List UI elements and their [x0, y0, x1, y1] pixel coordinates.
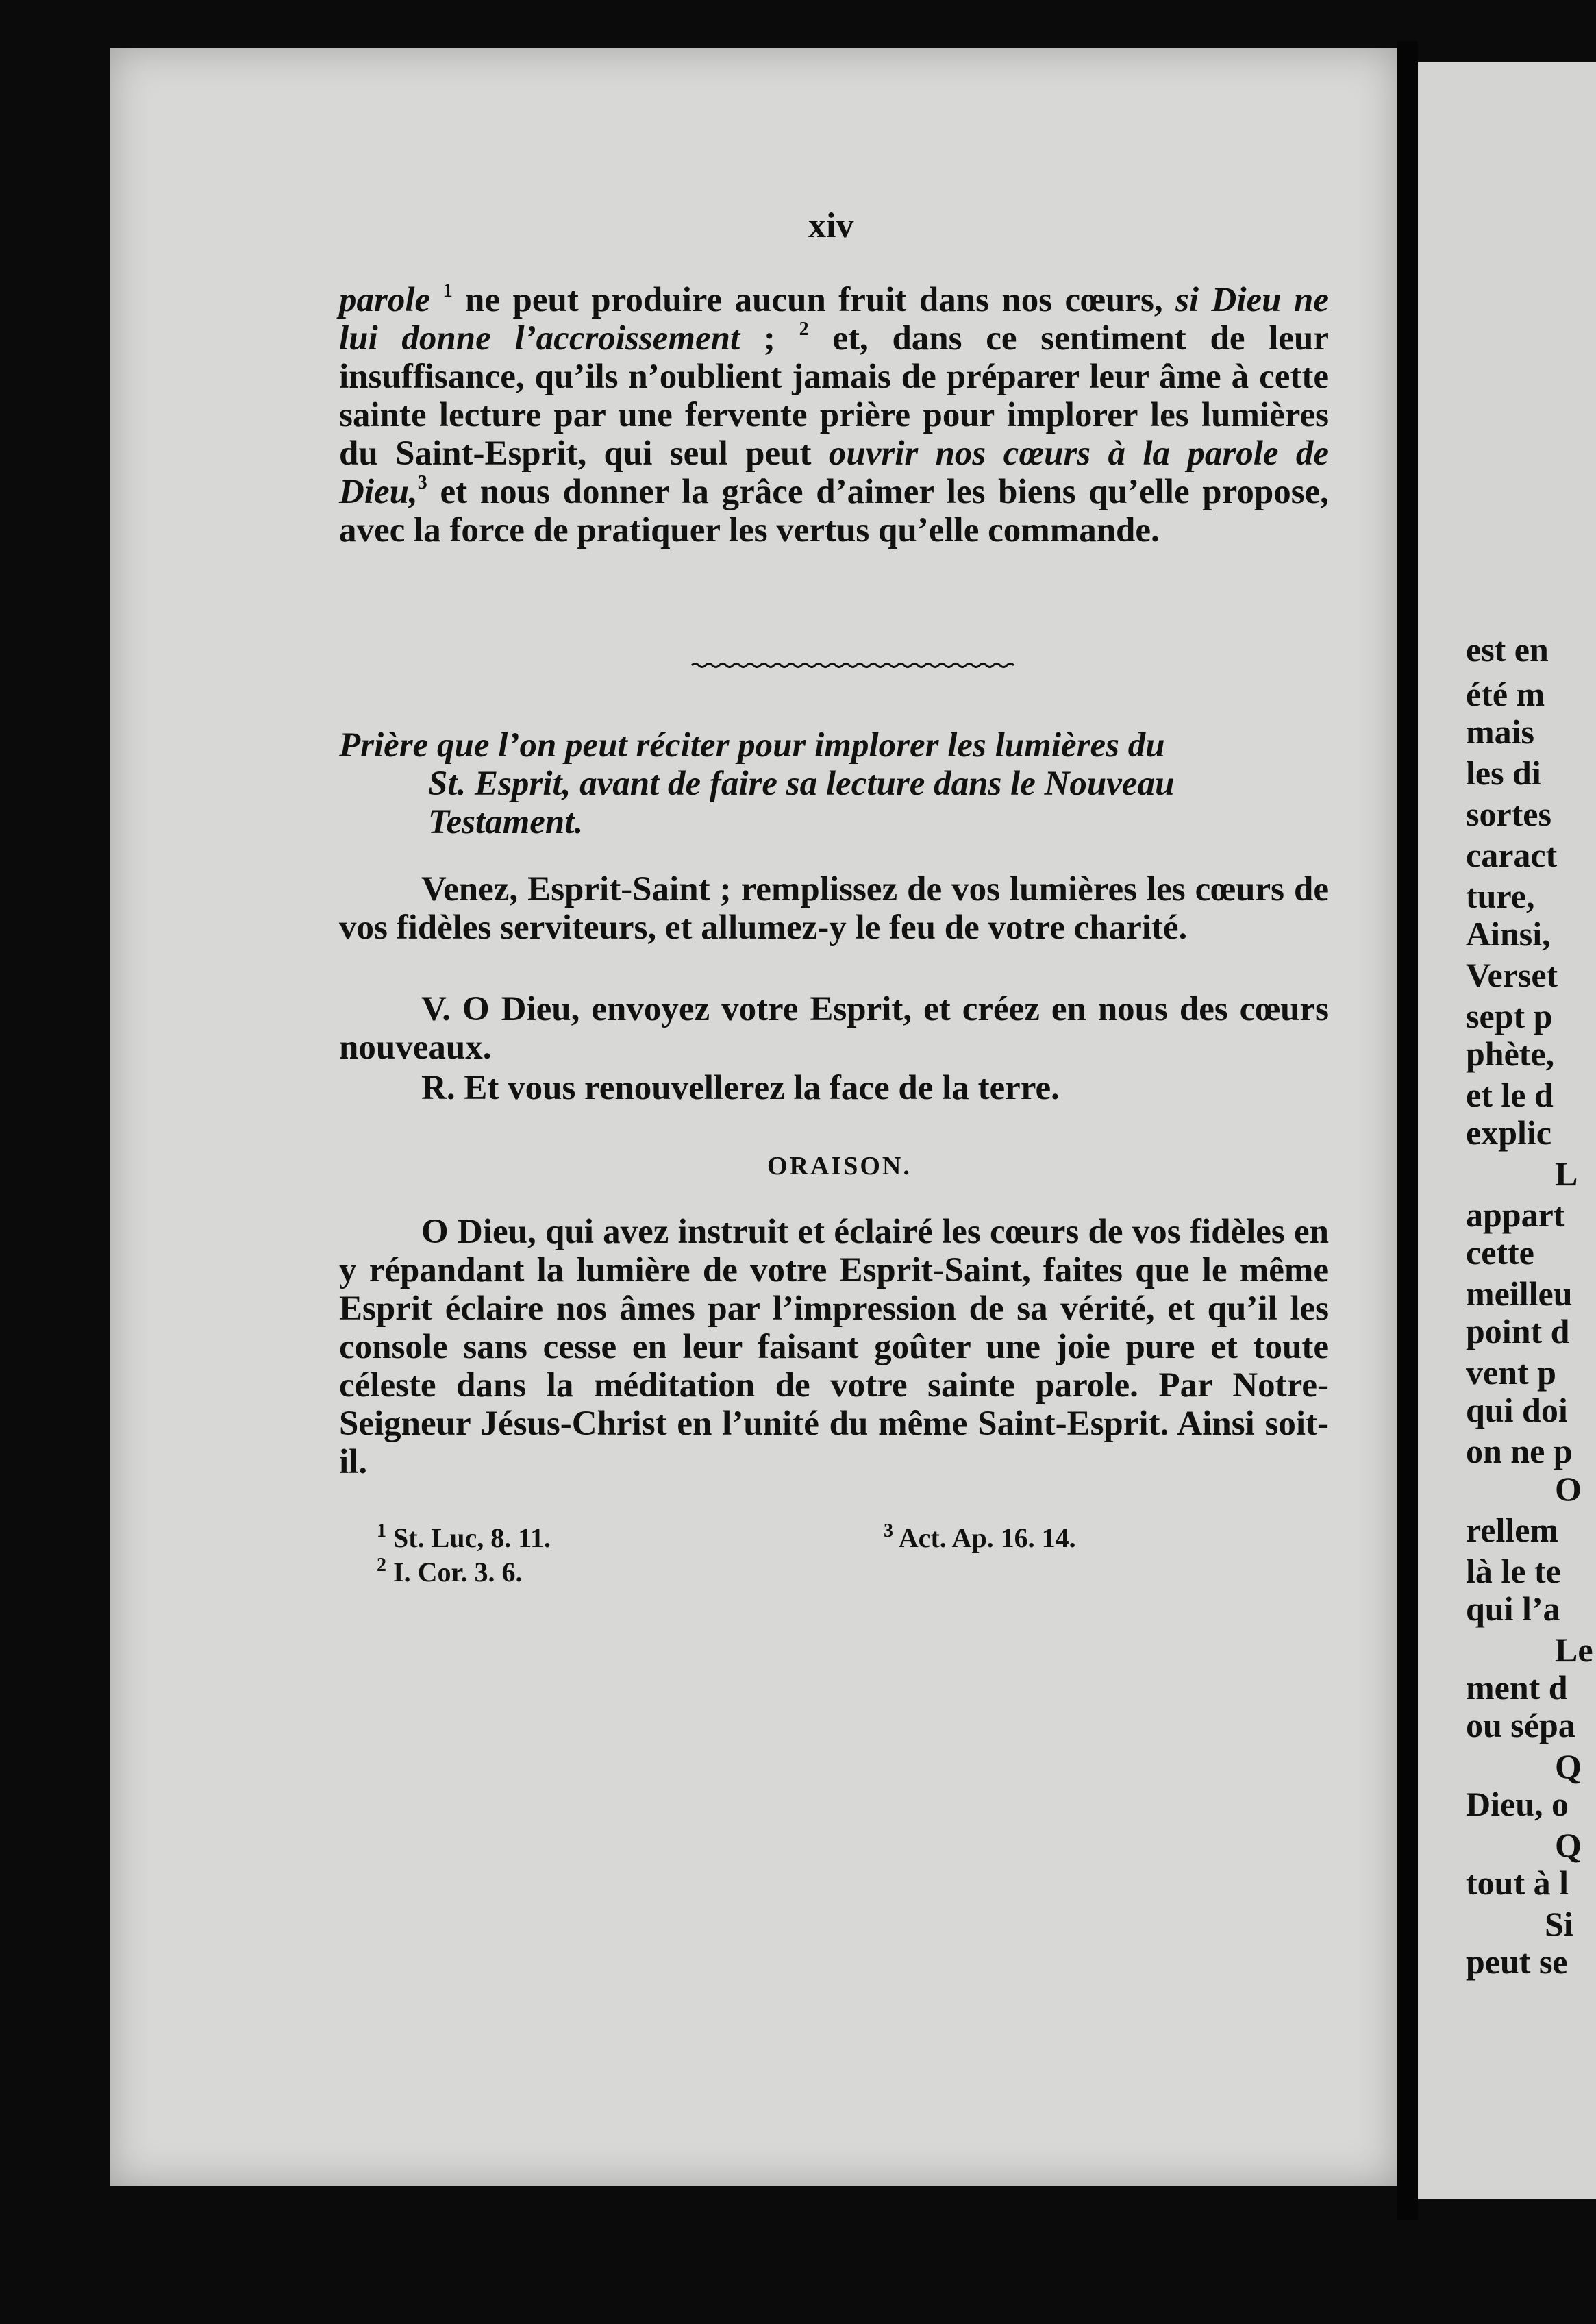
text-run-4: et nous donner la grâce d’aimer les biens qu’elle propose, avec la force de pratiquer les vertus qu’elle commande. — [339, 473, 1329, 549]
right-page-line: point d — [1466, 1312, 1570, 1350]
right-page-line: caract — [1466, 836, 1558, 874]
right-page-line: Ainsi, — [1466, 915, 1551, 953]
right-page-line: ou sépa — [1466, 1706, 1575, 1744]
footnote-1 — [377, 1521, 551, 1555]
text-run-1: ne peut produire aucun fruit dans nos cœurs, — [452, 281, 1176, 319]
wavy-divider — [692, 662, 1014, 669]
right-page-line: ture, — [1466, 877, 1535, 915]
right-page-line: O — [1555, 1470, 1582, 1508]
invocation-paragraph — [339, 870, 1329, 947]
italic-run-1: si Dieu ne lui donne l’accroissement — [339, 281, 1329, 358]
bleed-through-texture — [384, 603, 390, 632]
section-title-oraison: ORAISON. — [767, 1152, 912, 1180]
footnote-1-text: St. Luc, 8. 11. — [393, 1522, 551, 1553]
book-gutter — [1397, 41, 1418, 2220]
right-page-line: peut se — [1466, 1942, 1568, 1981]
prayer-heading-line3: Testament. — [428, 803, 584, 841]
right-page-line: cette — [1466, 1233, 1534, 1272]
right-page-line: Si — [1545, 1905, 1573, 1943]
prayer-heading-line1: Prière que l’on peut réciter pour implorer les lumières du — [339, 726, 1165, 765]
paragraph-continuation — [339, 281, 1329, 549]
footnote-ref-3: 3 — [417, 472, 427, 493]
response-text: R. Et vous renouvellerez la face de la terre. — [421, 1069, 1060, 1107]
footnote-3-text: Act. Ap. 16. 14. — [898, 1522, 1076, 1553]
right-page-line: vent p — [1466, 1353, 1556, 1392]
right-page-line: L — [1555, 1154, 1578, 1193]
right-page-line: été m — [1466, 675, 1545, 713]
right-page-line: qui l’a — [1466, 1590, 1560, 1628]
footnote-2 — [377, 1555, 523, 1590]
italic-run-2: ouvrir nos cœurs à la parole de Dieu, — [339, 434, 1329, 511]
right-page-line: tout à l — [1466, 1864, 1569, 1902]
prayer-heading — [339, 726, 1329, 841]
right-page-line: sortes — [1466, 795, 1551, 833]
right-page-line: sept p — [1466, 997, 1553, 1035]
right-page-line: phète, — [1466, 1035, 1555, 1073]
right-page-line: Dieu, o — [1466, 1785, 1569, 1823]
response — [339, 1069, 1329, 1107]
right-page-line: Q — [1555, 1826, 1582, 1864]
right-page-line: meilleu — [1466, 1274, 1573, 1313]
text-run-3: et, dans ce sentiment de leur insuffisance, qu’ils n’oublient jamais de préparer leur âme à cette sainte lecture par une fervente prière pour implorer les lumières du Saint-Esprit, qui seul peut — [339, 319, 1329, 473]
right-page-line: Le — [1555, 1631, 1593, 1669]
footnote-2-number: 2 — [377, 1555, 386, 1576]
footnote-ref-1: 1 — [442, 280, 453, 301]
prayer-heading-line2: St. Esprit, avant de faire sa lecture dans le Nouveau — [428, 765, 1175, 803]
footnote-3 — [884, 1521, 1076, 1555]
right-page-line: et le d — [1466, 1076, 1554, 1114]
footnote-3-number: 3 — [884, 1520, 893, 1542]
right-page-line: les di — [1466, 754, 1541, 792]
oraison-text: O Dieu, qui avez instruit et éclairé les cœurs de vos fidèles en y répandant la lumière de votre Esprit-Saint, faites que le même Esprit éclaire nos âmes par l’impression de sa vérité, et qu’il les console sans cesse en leur faisant goûter une joie pure et toute céleste dans la méditation de votre sainte parole. Par Notre-Seigneur Jésus-Christ en l’unité du même Saint-Esprit. Ainsi soit-il. — [339, 1213, 1329, 1481]
right-page-line: là le te — [1466, 1552, 1561, 1590]
right-page-line: on ne p — [1466, 1432, 1573, 1470]
running-head: xiv — [808, 206, 854, 245]
right-page-line: est en — [1466, 630, 1549, 669]
right-page-line: Q — [1555, 1747, 1582, 1785]
footnote-1-number: 1 — [377, 1520, 386, 1542]
versicle — [339, 990, 1329, 1067]
right-page-line: mais — [1466, 713, 1534, 751]
invocation-text: Venez, Esprit-Saint ; remplissez de vos lumières les cœurs de vos fidèles serviteurs, et allumez-y le feu de votre charité. — [339, 870, 1329, 947]
right-page-line: Verset — [1466, 956, 1558, 994]
word-parole: parole — [339, 281, 431, 319]
oraison-paragraph — [339, 1213, 1329, 1481]
footnote-2-text: I. Cor. 3. 6. — [393, 1557, 523, 1587]
right-page-line: qui doi — [1466, 1391, 1568, 1429]
footnote-ref-2: 2 — [799, 319, 809, 340]
text-run-2: ; — [740, 319, 799, 358]
right-page-line: explic — [1466, 1113, 1551, 1152]
versicle-text: V. O Dieu, envoyez votre Esprit, et créez en nous des cœurs nouveaux. — [339, 990, 1329, 1067]
right-page-line: rellem — [1466, 1511, 1559, 1549]
right-page-line: appart — [1466, 1196, 1565, 1234]
right-page-line: ment d — [1466, 1668, 1568, 1707]
